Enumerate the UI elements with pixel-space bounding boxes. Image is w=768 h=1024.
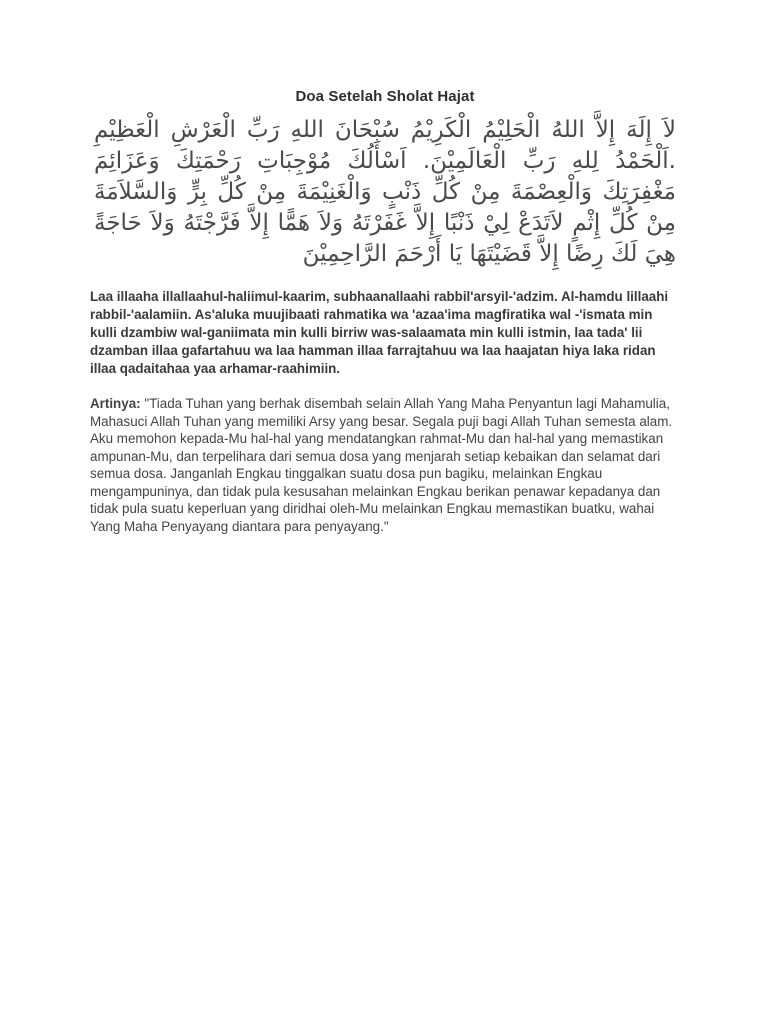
meaning-section [90,395,680,535]
meaning-paragraph-1 [90,395,680,430]
meaning-paragraph-2: Aku memohon kepada-Mu hal-hal yang mendatangkan rahmat-Mu dan hal-hal yang memastikan ampunan-Mu, dan terpelihara dari semua dosa yang menjarah setiap kebaikan dan selamat dari semua dosa. Janganlah Engkau tinggalkan suatu dosa pun bagiku, melainkan Engkau mengampuninya, dan tidak pula kesusahan melainkan Engkau berikan penawar kepadanya dan tidak pula suatu keperluan yang diridhai oleh-Mu melainkan Engkau memastikan buatku, wahai Yang Maha Penyayang diantara para penyayang." [90,431,664,534]
meaning-text-1: "Tiada Tuhan yang berhak disembah selain Allah Yang Maha Penyantun lagi Mahamulia, Mahasuci Allah Tuhan yang memiliki Arsy yang besar. Segala puji bagi Allah Tuhan semesta alam. [90,396,673,429]
document-page [90,88,680,535]
document-title: Doa Setelah Sholat Hajat [295,88,475,105]
transliteration-text: Laa illaaha illallaahul-haliimul-kaarim, subhaanallaahi rabbil'arsyil-'adzim. Al-hamdu lillaahi rabbil-'aalamiin. As'aluka muujibaati rahmatika wa 'azaa'ima magfiratika wal -'ismata min kulli dzambiw wal-ganiimata min kulli birriw was-salaamata min kulli istmin, laa tada' lii dzamban illaa gafartahuu wa laa hamman illaa farrajtahuu wa laa haajatan hiya laka ridan illaa qadaitahaa yaa arhamar-raahimiin. [90,289,669,376]
arabic-prayer-text: لاَ إِلَهَ إِلاَّ اللهُ الْحَلِيْمُ الْكَرِيْمُ سُبْحَانَ اللهِ رَبِّ الْعَرْشِ الْعَظِيْمِ .اَلْحَمْدُ لِلهِ رَبِّ الْعَالَمِيْنَ. اَسْأَلُكَ مُوْجِبَاتِ رَحْمَتِكَ وَعَزَائِمَ مَغْفِرَتِكَ وَالْعِصْمَةَ مِنْ كُلِّ ذَنْبٍ وَالْغَنِيْمَةَ مِنْ كُلِّ بِرٍّ وَالسَّلاَمَةَ مِنْ كُلِّ إِثْمٍ لاَتَدَعْ لِيْ ذَنْبًا إِلاَّ غَفَرْتَهُ وَلاَ هَمًّا إِلاَّ فَرَّجْتَهُ وَلاَ حَاجَةً هِيَ لَكَ رِضًا إِلاَّ قَضَيْتَهَا يَا أَرْحَمَ الرَّاحِمِيْنَ [94,117,676,267]
meaning-label: Artinya: [90,396,141,411]
